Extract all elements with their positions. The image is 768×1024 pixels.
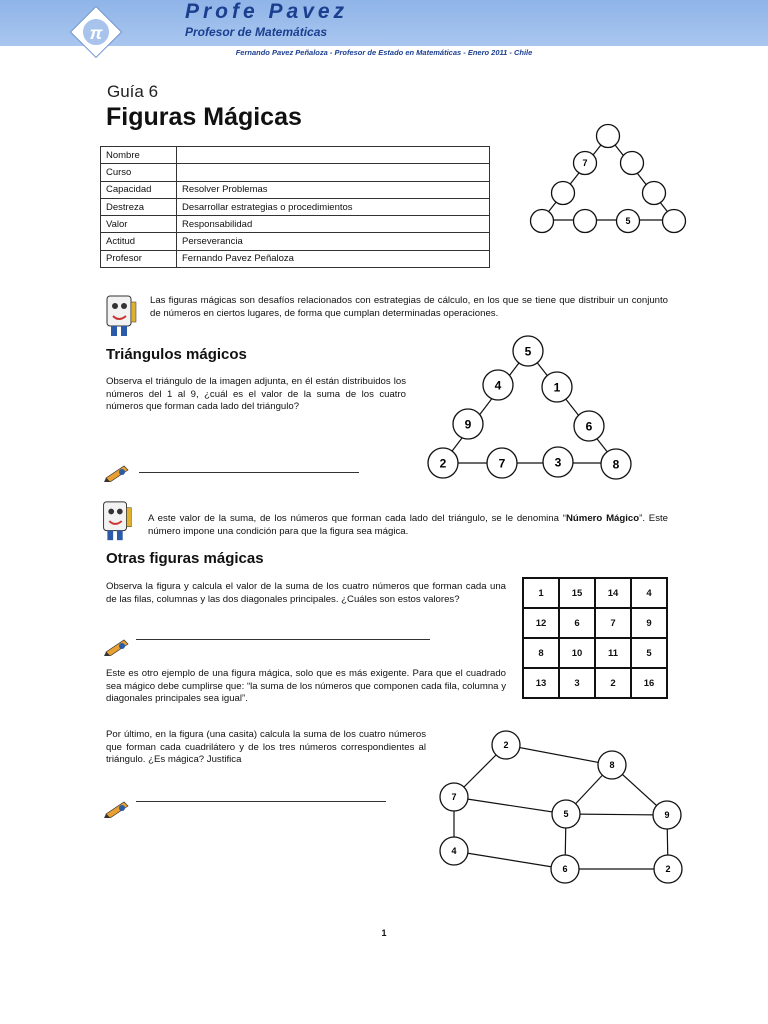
page-number: 1	[381, 928, 387, 938]
info-key: Profesor	[101, 250, 177, 267]
figure-node-label: 8	[609, 760, 615, 771]
magic-cell: 12	[523, 608, 559, 638]
magic-cell: 5	[631, 638, 667, 668]
figure-node-label: 5	[524, 344, 532, 359]
magic-cell: 8	[523, 638, 559, 668]
info-row	[101, 198, 490, 215]
magic-cell: 9	[631, 608, 667, 638]
triangle-question: Observa el triángulo de la imagen adjunta, en él están distribuidos los números del 1 al 9, ¿cuál es el valor de la suma de los cuatro números que forman cada lado del triángulo?	[106, 376, 406, 413]
section-heading-other: Otras figuras mágicas	[106, 550, 264, 567]
figure-node-label: 9	[664, 810, 670, 821]
info-key: Destreza	[101, 198, 177, 215]
section-heading-triangles: Triángulos mágicos	[106, 346, 247, 363]
figure-node-label: 7	[451, 792, 457, 803]
answer-line[interactable]	[139, 472, 359, 473]
figure-node-label: 5	[625, 216, 631, 227]
guide-label: Guía 6	[107, 82, 159, 101]
info-value	[177, 164, 490, 181]
mascot-icon	[101, 294, 139, 340]
figure-node	[663, 210, 686, 233]
figure-node	[531, 210, 554, 233]
info-table	[100, 146, 490, 268]
info-key: Curso	[101, 164, 177, 181]
figure-node	[643, 182, 666, 205]
pencil-icon	[104, 798, 130, 818]
brand-title: Profe Pavez	[185, 0, 349, 23]
figure-node-label: 4	[451, 846, 457, 857]
answer-line[interactable]	[136, 801, 386, 802]
info-row	[101, 147, 490, 164]
info-value	[177, 147, 490, 164]
info-key: Nombre	[101, 147, 177, 164]
figure-node-label: 2	[439, 456, 447, 471]
magic-row	[523, 668, 667, 698]
magic-row	[523, 578, 667, 608]
magic-cell: 6	[559, 608, 595, 638]
figure-node-label: 8	[612, 457, 620, 472]
pencil-icon	[104, 462, 130, 482]
info-row	[101, 250, 490, 267]
figure-node	[597, 125, 620, 148]
magic-triangle-figure	[418, 334, 642, 484]
magic-square	[522, 577, 668, 699]
square-explanation: Este es otro ejemplo de una figura mágica, solo que es más exigente. Para que el cuadrado sea mágico debe cumplirse que: “la suma de los números que componen cada fila, columna y diagonales principales sea igual”.	[106, 668, 506, 705]
byline: Fernando Pavez Peñaloza - Profesor de Estado en Matemáticas - Enero 2011 - Chile	[235, 48, 533, 57]
figure-node-label: 9	[464, 417, 472, 432]
figure-node-label: 4	[494, 378, 502, 393]
figure-node-label: 5	[563, 809, 569, 820]
page-title: Figuras Mágicas	[106, 103, 302, 131]
pi-symbol: π	[89, 23, 103, 43]
info-row	[101, 164, 490, 181]
info-key: Actitud	[101, 233, 177, 250]
magic-cell: 1	[523, 578, 559, 608]
magic-row	[523, 608, 667, 638]
magic-cell: 10	[559, 638, 595, 668]
note-text: ”. Este número impone una condición para que la figura sea mágica.	[148, 513, 668, 537]
mascot-icon	[96, 500, 136, 544]
brand-subtitle: Profesor de Matemáticas	[185, 25, 328, 39]
magic-cell: 7	[595, 608, 631, 638]
magic-cell: 16	[631, 668, 667, 698]
figure-node-label: 1	[553, 380, 561, 395]
house-question: Por último, en la figura (una casita) calcula la suma de los cuatro números que forman cada cuadrilátero y de los tres números correspondientes al triángulo. ¿Es mágica? Justifica	[106, 729, 426, 766]
magic-cell: 15	[559, 578, 595, 608]
house-figure	[432, 730, 692, 886]
figure-node-label: 2	[503, 740, 509, 751]
figure-node	[574, 210, 597, 233]
figure-node-label: 2	[665, 864, 671, 875]
figure-node-label: 7	[582, 158, 588, 169]
info-value: Fernando Pavez Peñaloza	[177, 250, 490, 267]
magic-cell: 3	[559, 668, 595, 698]
info-key: Valor	[101, 216, 177, 233]
intro-paragraph: Las figuras mágicas son desafíos relacionados con estrategias de cálculo, en los que se tiene que distribuir un conjunto de números en ciertos lugares, de forma que cumplan determinadas operaciones.	[150, 295, 668, 319]
info-key: Capacidad	[101, 181, 177, 198]
magic-cell: 14	[595, 578, 631, 608]
figure-node	[621, 152, 644, 175]
magic-cell: 2	[595, 668, 631, 698]
info-value: Responsabilidad	[177, 216, 490, 233]
small-triangle-figure	[528, 122, 690, 234]
magic-number-note	[148, 513, 668, 538]
magic-cell: 13	[523, 668, 559, 698]
figure-node-label: 7	[498, 456, 506, 471]
figure-node-label: 6	[562, 864, 568, 875]
note-bold: Número Mágico	[566, 513, 640, 524]
magic-cell: 4	[631, 578, 667, 608]
magic-cell: 11	[595, 638, 631, 668]
info-row	[101, 181, 490, 198]
info-value: Desarrollar estrategias o procedimientos	[177, 198, 490, 215]
info-row	[101, 233, 490, 250]
figure-node-label: 6	[585, 419, 593, 434]
info-value: Resolver Problemas	[177, 181, 490, 198]
square-question: Observa la figura y calcula el valor de la suma de los cuatro números que forman cada una de las filas, columnas y las dos diagonales principales. ¿Cuáles son estos valores?	[106, 581, 506, 605]
figure-node-label: 3	[554, 455, 562, 470]
figure-node	[552, 182, 575, 205]
magic-row	[523, 638, 667, 668]
note-text: A este valor de la suma, de los números que forman cada lado del triángulo, se le denomina “	[148, 513, 566, 524]
info-row	[101, 216, 490, 233]
info-value: Perseverancia	[177, 233, 490, 250]
answer-line[interactable]	[136, 639, 430, 640]
pencil-icon	[104, 636, 130, 656]
